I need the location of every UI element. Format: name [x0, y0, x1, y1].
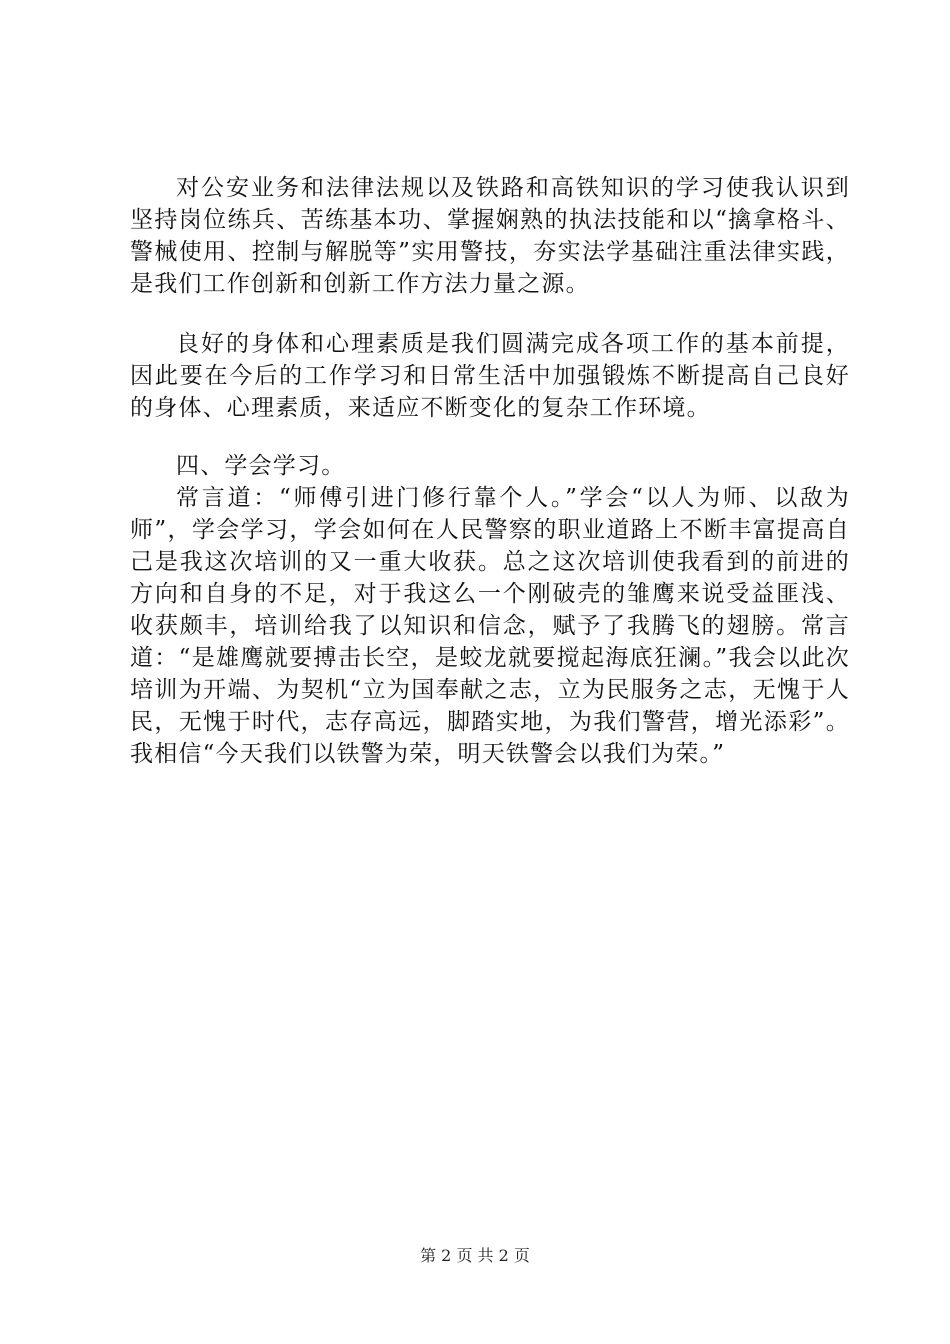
body-paragraph: 对公安业务和法律法规以及铁路和高铁知识的学习使我认识到坚持岗位练兵、苦练基本功、掌握娴熟的执法技能和以“擒拿格斗、警械使用、控制与解脱等”实用警技，夯实法学基础注重法律实践，是我们工作创新和创新工作方法力量之源。 — [130, 175, 850, 297]
body-paragraph: 良好的身体和心理素质是我们圆满完成各项工作的基本前提，因此要在今后的工作学习和日常生活中加强锻炼不断提高自己良好的身体、心理素质，来适应不断变化的复杂工作环境。 — [130, 331, 850, 421]
page-number-footer: 第 2 页 共 2 页 — [420, 1246, 530, 1265]
body-paragraph: 常言道：“师傅引进门修行靠个人。”学会“以人为师、以敌为师”，学会学习，学会如何在人民警察的职业道路上不断丰富提高自己是我这次培训的又一重大收获。总之这次培训使我看到的前进的方向和自身的不足，对于我这么一个刚破壳的雏鹰来说受益匪浅、收获颇丰，培训给我了以知识和信念，赋予了我腾飞的翅膀。常言道：“是雄鹰就要搏击长空，是蛟龙就要搅起海底狂澜。”我会以此次培训为开端、为契机“立为国奉献之志，立为民服务之志，无愧于人民，无愧于时代，志存高远，脚踏实地，为我们警营，增光添彩”。我相信“今天我们以铁警为荣，明天铁警会以我们为荣。” — [130, 485, 850, 767]
section-heading: 四、学会学习。 — [176, 453, 346, 479]
